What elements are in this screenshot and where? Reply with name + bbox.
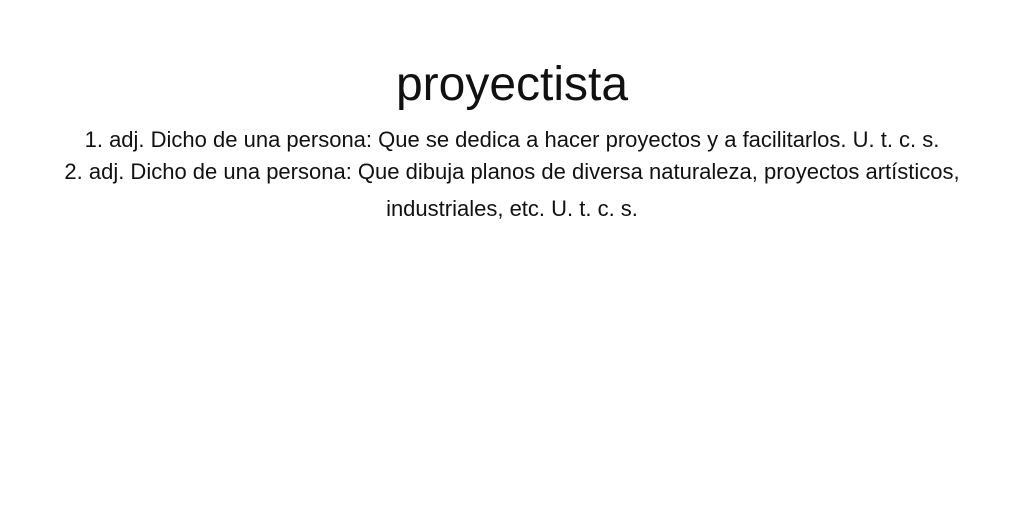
definition-list [0, 121, 1024, 227]
definition-item: 2. adj. Dicho de una persona: Que dibuja planos de diversa naturaleza, proyectos artísticos, industriales, etc. U. t. c. s. [64, 159, 960, 221]
definition-item: 1. adj. Dicho de una persona: Que se dedica a hacer proyectos y a facilitarlos. U. t. c. s. [84, 127, 940, 152]
headword-title: proyectista [395, 58, 629, 111]
dictionary-entry [0, 0, 1024, 227]
